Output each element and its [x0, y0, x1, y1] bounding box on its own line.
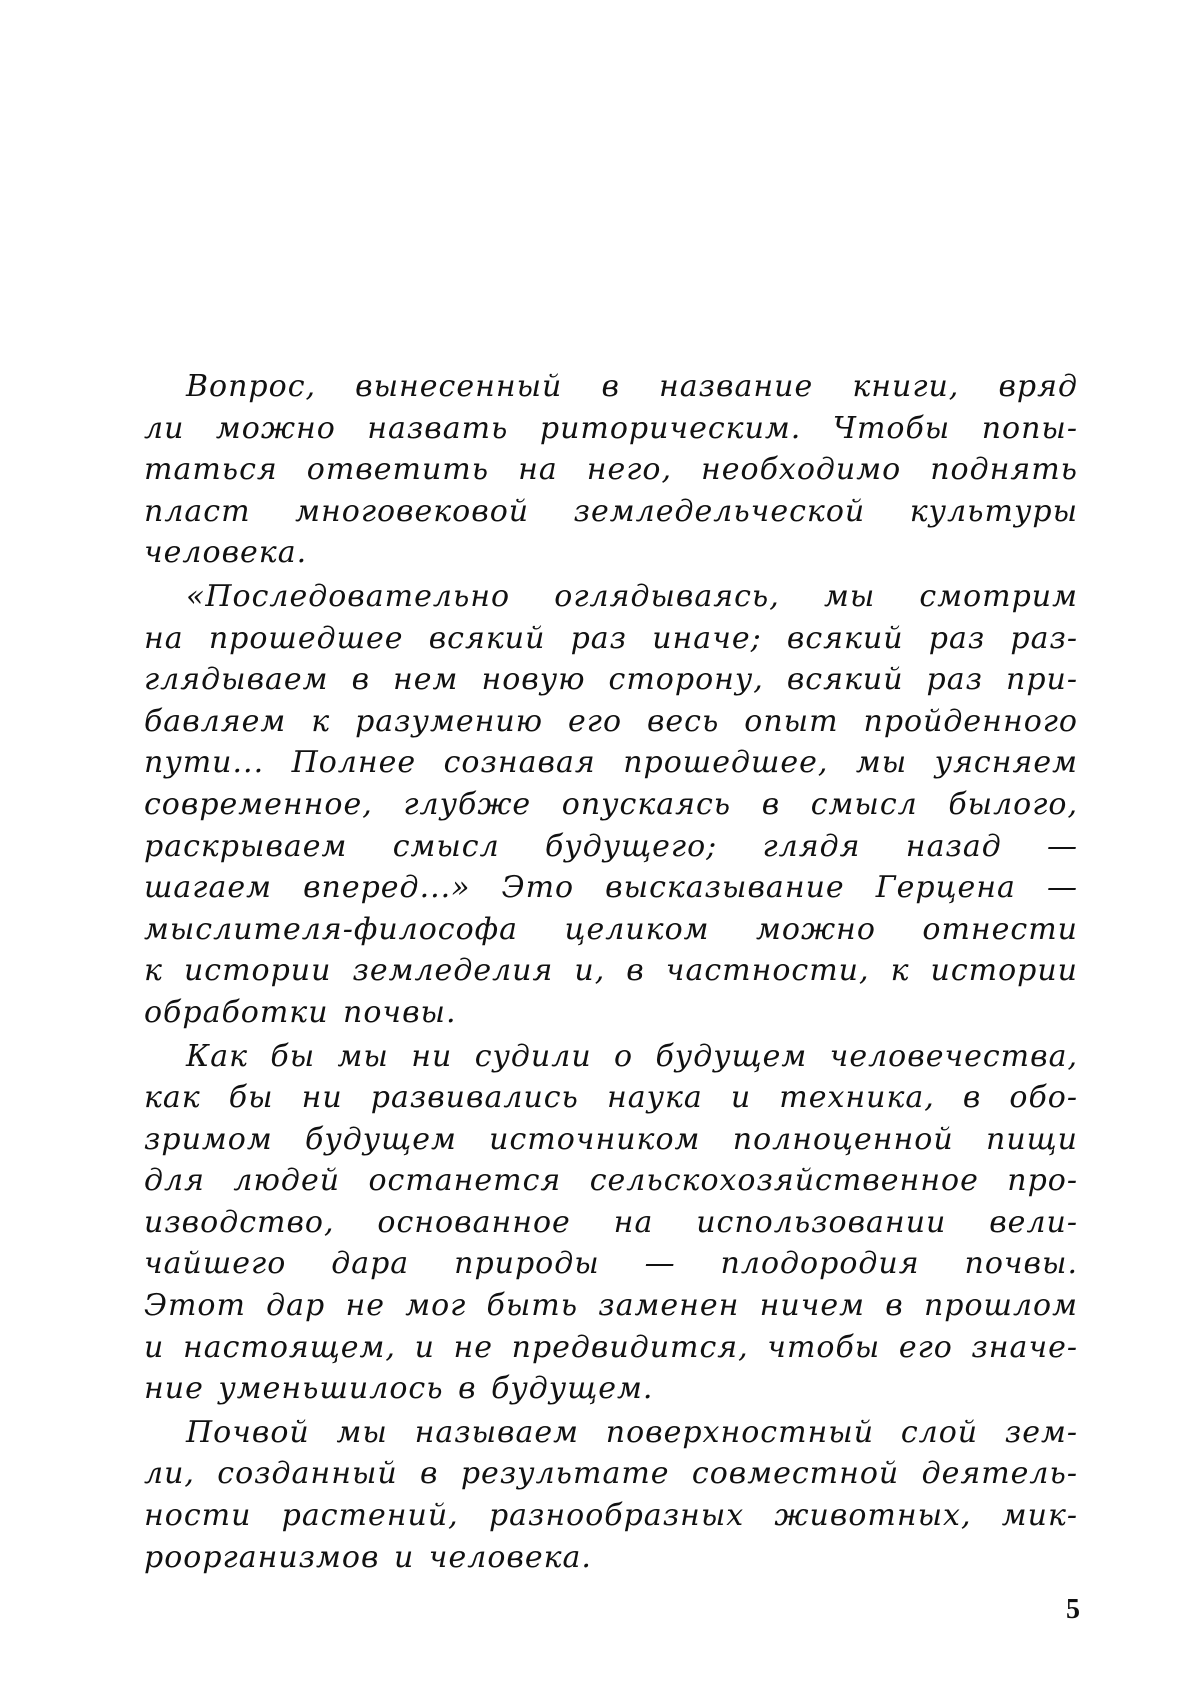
- text-line: Почвой мы называем поверхностный слой зем-: [144, 1412, 1078, 1454]
- book-page: [0, 0, 1200, 1684]
- text-line: глядываем в нем новую сторону, всякий раз при-: [144, 659, 1078, 701]
- text-line: изводство, основанное на использовании вели-: [144, 1202, 1078, 1244]
- text-line: зримом будущем источником полноценной пищи: [144, 1119, 1078, 1161]
- text-line: ли можно назвать риторическим. Чтобы попы-: [144, 408, 1078, 450]
- text-line: роорганизмов и человека.: [144, 1537, 1078, 1579]
- paragraph-4: [144, 1412, 1078, 1578]
- text-line: «Последовательно оглядываясь, мы смотрим: [144, 576, 1078, 618]
- text-line: Как бы мы ни судили о будущем человечества,: [144, 1036, 1078, 1078]
- text-line: мыслителя-философа целиком можно отнести: [144, 909, 1078, 951]
- text-line: современное, глубже опускаясь в смысл былого,: [144, 784, 1078, 826]
- text-line: шагаем вперед...» Это высказывание Герцена —: [144, 867, 1078, 909]
- text-line: ности растений, разнообразных животных, мик-: [144, 1495, 1078, 1537]
- text-line: пласт многовековой земледельческой культуры: [144, 491, 1078, 533]
- text-line: обработки почвы.: [144, 992, 1078, 1034]
- text-line: ние уменьшилось в будущем.: [144, 1368, 1078, 1410]
- text-line: раскрываем смысл будущего; глядя назад —: [144, 826, 1078, 868]
- text-line: и настоящем, и не предвидится, чтобы его значе-: [144, 1327, 1078, 1369]
- paragraph-3: [144, 1036, 1078, 1410]
- text-line: пути... Полнее сознавая прошедшее, мы уясняем: [144, 742, 1078, 784]
- text-line: бавляем к разумению его весь опыт пройденного: [144, 701, 1078, 743]
- text-line: как бы ни развивались наука и техника, в обо-: [144, 1077, 1078, 1119]
- text-line: ли, созданный в результате совместной деятель-: [144, 1453, 1078, 1495]
- text-line: таться ответить на него, необходимо поднять: [144, 449, 1078, 491]
- body-text: [144, 366, 1078, 1580]
- text-line: человека.: [144, 532, 1078, 574]
- paragraph-2: [144, 576, 1078, 1034]
- text-line: к истории земледелия и, в частности, к истории: [144, 950, 1078, 992]
- text-line: Вопрос, вынесенный в название книги, вряд: [144, 366, 1078, 408]
- text-line: чайшего дара природы — плодородия почвы.: [144, 1243, 1078, 1285]
- paragraph-1: [144, 366, 1078, 574]
- page-number: 5: [1050, 1594, 1080, 1626]
- text-line: на прошедшее всякий раз иначе; всякий раз раз-: [144, 618, 1078, 660]
- text-line: Этот дар не мог быть заменен ничем в прошлом: [144, 1285, 1078, 1327]
- text-line: для людей останется сельскохозяйственное про-: [144, 1160, 1078, 1202]
